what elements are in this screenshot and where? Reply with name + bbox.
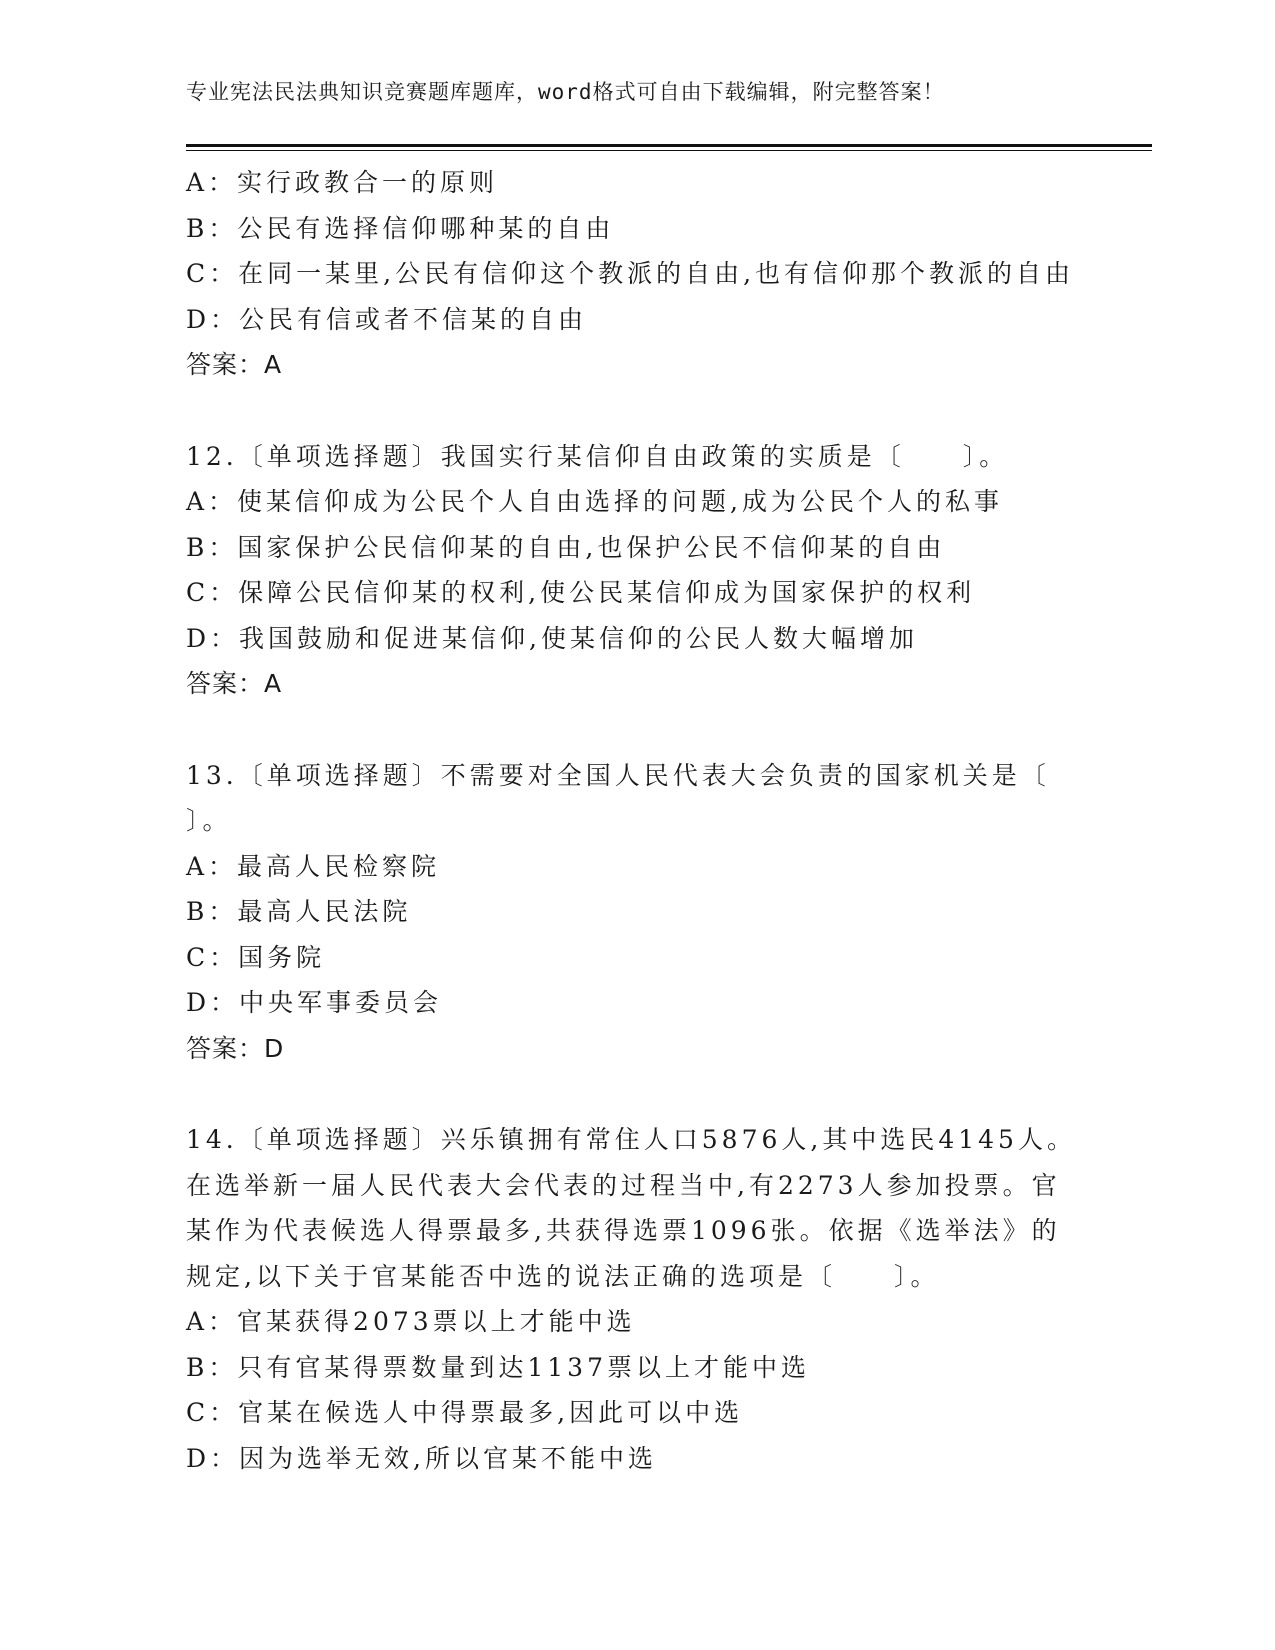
question-stem-cont: 规定,以下关于官某能否中选的说法正确的选项是〔 〕。 (186, 1261, 940, 1291)
question-13 (186, 753, 1086, 1072)
question-content (186, 160, 1086, 1481)
option-a: A：实行政教合一的原则 (186, 168, 499, 197)
page-header: 专业宪法民法典知识竞赛题库题库，word格式可自由下载编辑，附完整答案！ (186, 80, 945, 104)
answer: 答案：D (186, 1033, 285, 1063)
prev-question (186, 160, 1086, 388)
header-rule-thin (186, 150, 1152, 151)
option-b: B：公民有选择信仰哪种某的自由 (186, 213, 615, 243)
option-d: D：我国鼓励和促进某信仰,使某信仰的公民人数大幅增加 (186, 623, 918, 653)
header-rule-thick (186, 144, 1152, 147)
option-b: B：最高人民法院 (186, 897, 412, 926)
option-c: C：在同一某里,公民有信仰这个教派的自由,也有信仰那个教派的自由 (186, 259, 1075, 288)
option-d: D：中央军事委员会 (186, 988, 443, 1017)
question-stem: 14.〔单项选择题〕兴乐镇拥有常住人口5876人,其中选民4145人。 (186, 1125, 1076, 1154)
option-c: C：国务院 (186, 942, 326, 972)
option-d: D：因为选举无效,所以官某不能中选 (186, 1443, 657, 1473)
answer: 答案：A (186, 350, 283, 379)
answer: 答案：A (186, 669, 283, 698)
question-12 (186, 434, 1086, 707)
question-stem-cont: 在选举新一届人民代表大会代表的过程当中,有2273人参加投票。官 (186, 1170, 1061, 1200)
question-stem: 13.〔单项选择题〕不需要对全国人民代表大会负责的国家机关是〔 (186, 760, 1050, 790)
option-c: C：保障公民信仰某的权利,使公民某信仰成为国家保护的权利 (186, 578, 976, 607)
option-b: B：国家保护公民信仰某的自由,也保护公民不信仰某的自由 (186, 532, 946, 562)
option-a: A：最高人民检察院 (186, 851, 441, 881)
option-a: A：官某获得2073票以上才能中选 (186, 1307, 636, 1336)
question-stem-cont: 某作为代表候选人得票最多,共获得选票1096张。依据《选举法》的 (186, 1216, 1061, 1245)
option-b: B：只有官某得票数量到达1137票以上才能中选 (186, 1352, 810, 1382)
option-d: D：公民有信或者不信某的自由 (186, 304, 588, 334)
question-stem-cont: 〕。 (186, 806, 232, 835)
question-14 (186, 1117, 1086, 1481)
question-stem: 12.〔单项选择题〕我国实行某信仰自由政策的实质是〔 〕。 (186, 441, 1009, 471)
option-a: A：使某信仰成为公民个人自由选择的问题,成为公民个人的私事 (186, 487, 1004, 516)
option-c: C：官某在候选人中得票最多,因此可以中选 (186, 1398, 744, 1427)
